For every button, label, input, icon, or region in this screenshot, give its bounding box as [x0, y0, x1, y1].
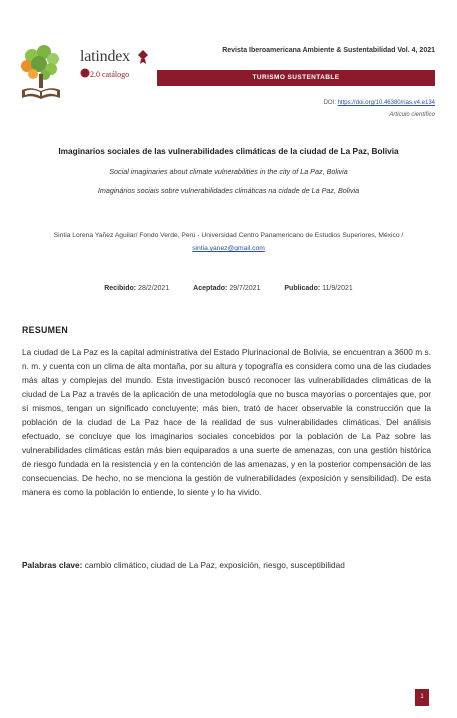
latindex-wordmark: latindex	[80, 48, 130, 65]
page-number: 1	[415, 689, 429, 706]
journal-tree-logo	[18, 44, 64, 106]
seal-icon	[80, 67, 90, 79]
published-date: 11/9/2021	[322, 285, 353, 292]
keywords	[22, 558, 431, 572]
received-date: 28/2/2021	[138, 285, 170, 292]
publication-dates	[0, 285, 457, 292]
doi-link[interactable]: https://doi.org/10.46380/rias.v4.e134	[337, 100, 435, 106]
article-title-english: Social imaginaries about climate vulnerabilities in the city of La Paz, Bolivia	[109, 167, 348, 176]
doi-line	[324, 100, 435, 106]
author-affiliation	[22, 229, 435, 255]
keywords-label: Palabras clave:	[22, 560, 83, 570]
received-label: Recibido:	[104, 285, 137, 292]
section-banner: TURISMO SUSTENTABLE	[157, 70, 435, 86]
article-title-portuguese: Imaginários sociais sobre vulnerabilidades climáticas na cidade de La Paz, Bolivia	[97, 186, 360, 195]
accepted-label: Aceptado:	[193, 285, 228, 292]
latindex-subtitle: 2.0 catálogo	[90, 70, 130, 79]
doi-label: DOI:	[323, 100, 338, 106]
journal-name: Revista Iberoamericana Ambiente & Sustentabilidad Vol. 4, 2021	[222, 47, 435, 54]
abstract-heading: RESUMEN	[22, 325, 69, 335]
ribbon-icon	[138, 50, 148, 64]
article-type: Artículo científico	[389, 112, 435, 118]
accepted-date: 29/7/2021	[229, 285, 261, 292]
abstract-text: La ciudad de La Paz es la capital administrativa del Estado Plurinacional de Bolivia, se encuentran a 3600 m s. n. m. y cuenta con un clima de alta montaña, por su altura y topografía es considera como una de las ciudades más altas y complejas del mundo. Esta investigación buscó reconocer las vulnerabilidades climáticas de la ciudad de La Paz a través de la aplicación de una metodología que no busca mayorías o porcentajes que, por sí mismos, tengan un significado concluyente; más bien, trató de hacer observable la construcción que la población de la ciudad de La Paz hace de la realidad de sus vulnerabilidades climáticas. Del análisis efectuado, se concluye que los imaginarios sociales concebidos por la población de La Paz sobre las vulnerabilidades climáticas están más bien equiparados a una suerte de amenazas, con una gestión histórica de riesgo fundada en la resistencia y en la contención de las amenazas, y en la posterior compensación de las consecuencias. De hecho, no se menciona la gestión de vulnerabilidades (exposición y sensibilidad). De esta manera es como la población lo entiende, lo siente y lo ha vivido.	[22, 347, 431, 497]
latindex-logo	[80, 42, 148, 92]
author-line: Sintia Lorena Yañez Aguilar/ Fondo Verde, Perú - Universidad Centro Panamericano de Estudios Superiores, México /	[53, 232, 404, 239]
keywords-list: cambio climático, ciudad de La Paz, exposición, riesgo, susceptibilidad	[84, 560, 345, 570]
published-label: Publicado:	[284, 285, 321, 292]
author-email-link[interactable]: sintia.yanez@gmail.com	[192, 245, 265, 252]
article-title: Imaginarios sociales de las vulnerabilidades climáticas de la ciudad de La Paz, Bolivia	[58, 146, 399, 156]
